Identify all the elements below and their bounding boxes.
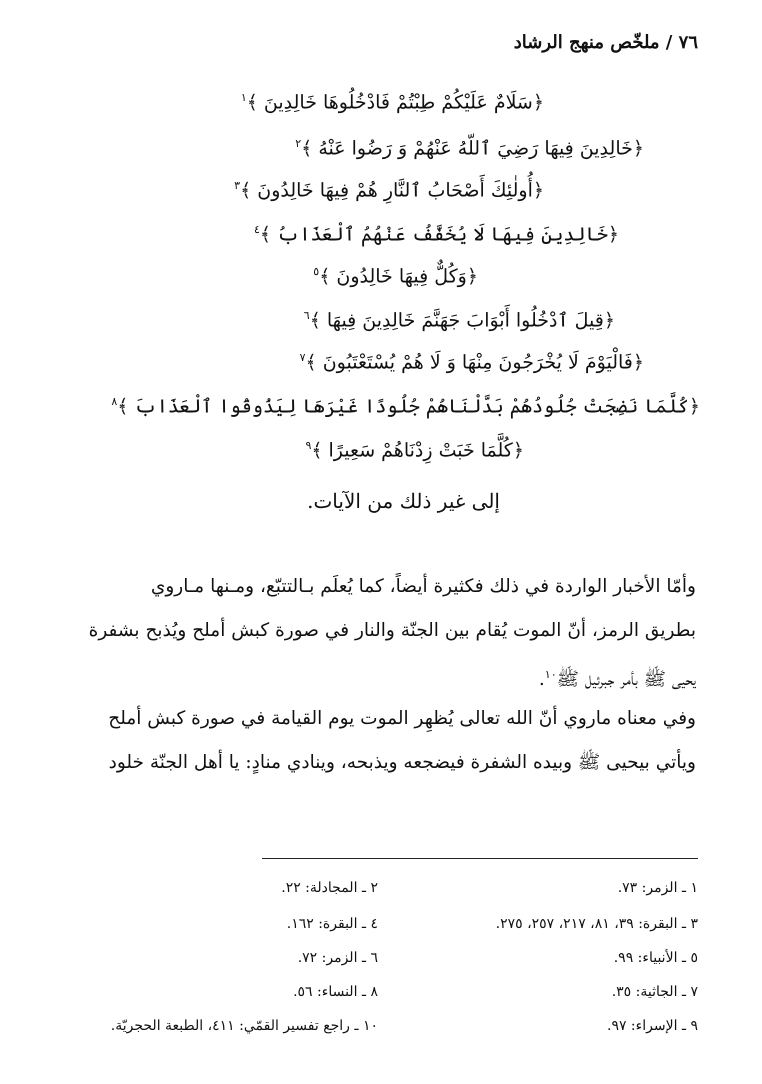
- verse-text: ﴿قِيلَ ٱدْخُلُوا أَبْوَابَ جَهَنَّمَ خَالِدِينَ فِيهَا ﴾: [309, 309, 615, 332]
- footnote: ٤ ـ البقرة: ١٦٢.: [286, 916, 378, 932]
- verse-ref: ٥: [313, 265, 320, 278]
- paragraph-text: يحيى ﷺ بأمر جبرئيل ﷺ: [556, 669, 696, 691]
- verse-text: ﴿كُلَّمَا نَضِجَتْ جُلُودُهُمْ بَدَّلْنَاهُمْ جُلُودًا غَيْرَهَا لِيَذُوقُوا ٱلْعَذَابَ ﴾: [117, 395, 700, 418]
- verse-ref: ٧: [299, 351, 306, 364]
- paragraph-line: يحيى ﷺ بأمر جبرئيل ﷺ$^{١٠}$.: [538, 668, 696, 691]
- verse-line: [300, 352, 644, 372]
- page-header: ٧٦ / ملخّص منهج الرشاد: [513, 32, 698, 53]
- verse-ref: ٨: [111, 395, 118, 408]
- closing-line: إلى غير ذلك من الآيات.: [307, 489, 500, 513]
- verse-line: [305, 440, 524, 460]
- paragraph-line: وفي معناه ماروي أنّ الله تعالى يُظهِر الموت يوم القيامة في صورة كبش أملح: [108, 708, 696, 729]
- footnote-divider: [262, 858, 698, 859]
- footnote: ٨ ـ النساء: ٥٦.: [293, 984, 378, 1000]
- verse-text: ﴿سَلَامٌ عَلَيْكُمْ طِبْتُمْ فَادْخُلُوهَا خَالِدِينَ ﴾: [246, 91, 544, 114]
- paragraph-line: بطريق الرمز، أنّ الموت يُقام بين الجنّة والنار في صورة كبش أملح ويُذبح بشفرة: [88, 620, 696, 641]
- verse-text: ﴿خَالِدِينَ فِيهَا لَا يُخَفَّفُ عَنْهُمُ ٱلْعَذَابُ ﴾: [259, 223, 619, 246]
- verse-text: ﴿وَكُلٌّ فِيهَا خَالِدُونَ ﴾: [319, 265, 478, 288]
- footnote: ٢ ـ المجادلة: ٢٢.: [281, 880, 378, 896]
- footnote: ٧ ـ الجاثية: ٣٥.: [611, 984, 698, 1000]
- verse-line: [254, 224, 619, 244]
- paragraph-line: وأمّا الأخبار الواردة في ذلك فكثيرة أيضاً، كما يُعلَم بـالتتبّع، ومـنها مـاروي: [150, 576, 696, 597]
- verse-ref: ٢: [295, 137, 302, 150]
- verse-ref: ٣: [234, 179, 241, 192]
- paragraph-line: ويأتي بيحيى ﷺ وبيده الشفرة فيضجعه ويذبحه، وينادي منادٍ: يا أهل الجنّة خلود: [108, 752, 696, 773]
- verse-text: ﴿كُلَّمَا خَبَتْ زِدْنَاهُمْ سَعِيرًا ﴾: [311, 439, 524, 462]
- verse-ref: ٤: [253, 223, 260, 236]
- verse-line: [111, 396, 700, 416]
- footnote-ref: ١٠: [544, 668, 557, 681]
- paragraph-hadith-1: [68, 565, 696, 702]
- paragraph-hadith-2: [68, 697, 696, 785]
- verse-line: [241, 92, 544, 112]
- verse-ref: ٩: [305, 439, 312, 452]
- footnote: ١ ـ الزمر: ٧٣.: [617, 880, 698, 896]
- verse-line: [295, 138, 644, 158]
- verse-line: [313, 266, 478, 286]
- verse-line: [234, 180, 544, 200]
- verse-line: [304, 310, 615, 330]
- verse-ref: ٦: [303, 309, 310, 322]
- verse-text: ﴿أُولٰئِكَ أَصْحَابُ ٱلنَّارِ هُمْ فِيهَا خَالِدُونَ ﴾: [240, 179, 544, 202]
- footnote: ٣ ـ البقرة: ٣٩، ٨١، ٢١٧، ٢٥٧، ٢٧٥.: [495, 916, 698, 932]
- footnote: ٩ ـ الإسراء: ٩٧.: [606, 1018, 698, 1034]
- footnote: ٦ ـ الزمر: ٧٢.: [297, 950, 378, 966]
- verse-text: ﴿خَالِدِينَ فِيهَا رَضِيَ ٱللّهُ عَنْهُمْ وَ رَضُوا عَنْهُ ﴾: [301, 137, 644, 160]
- verse-ref: ١: [240, 91, 247, 104]
- footnote: ٥ ـ الأنبياء: ٩٩.: [613, 950, 698, 966]
- footnote: ١٠ ـ راجع تفسير القمّي: ٤١١، الطبعة الحجريّة.: [110, 1018, 378, 1034]
- verse-text: ﴿فَالْيَوْمَ لَا يُخْرَجُونَ مِنْهَا وَ لَا هُمْ يُسْتَعْتَبُونَ ﴾: [305, 351, 644, 374]
